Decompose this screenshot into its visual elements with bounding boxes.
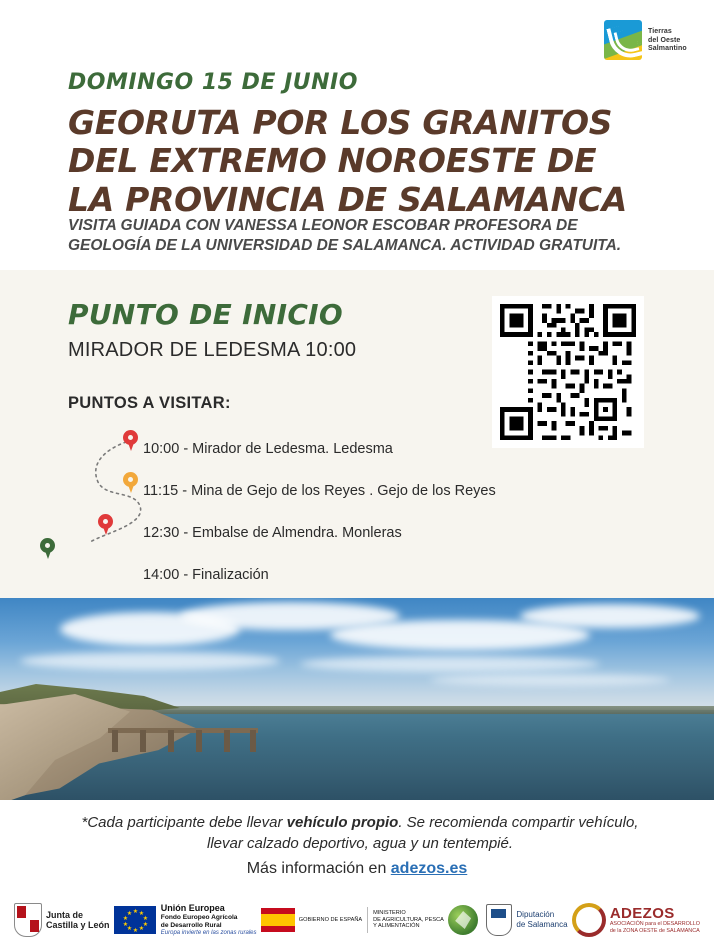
leaf-icon xyxy=(448,905,478,935)
stops-list xyxy=(68,428,648,596)
brand-line-3: Salmantino xyxy=(648,45,687,53)
qr-code[interactable] xyxy=(492,296,644,448)
gob-line-3: DE AGRICULTURA, PESCA xyxy=(373,916,444,923)
brand-text xyxy=(648,28,687,54)
embalse-de-almendra-photo xyxy=(0,598,714,800)
junta-de-castilla-y-leon-logo xyxy=(14,903,110,937)
adezos-logo xyxy=(572,903,700,937)
list-item xyxy=(68,512,648,554)
list-item xyxy=(68,554,648,596)
eu-line-4: Europa invierte en las zonas rurales xyxy=(160,929,257,936)
adezos-line-2: ASOCIACIÓN para el DESARROLLO xyxy=(609,920,700,927)
map-pin-icon xyxy=(98,514,113,535)
stops-heading: PUNTOS A VISITAR: xyxy=(68,394,231,412)
adezos-website-link[interactable]: adezos.es xyxy=(390,860,468,877)
stop-text: 10:00 - Mirador de Ledesma. Ledesma xyxy=(143,441,393,457)
tierras-del-oeste-salmantino-logo xyxy=(604,18,688,64)
union-europea-feader-logo xyxy=(114,903,257,936)
note-part-1: *Cada participante debe llevar xyxy=(81,814,287,831)
adezos-title: ADEZOS xyxy=(609,904,675,922)
brand-line-1: Tierras xyxy=(648,28,672,36)
leader-logo xyxy=(448,905,482,935)
salamanca-crest-icon xyxy=(486,904,512,936)
divider xyxy=(367,907,368,933)
title-line-3: LA PROVINCIA DE SALAMANCA xyxy=(68,179,628,219)
eu-line-3: de Desarrollo Rural xyxy=(160,921,222,929)
eu-line-2: Fondo Europeo Agrícola xyxy=(160,914,238,921)
gobierno-de-espana-ministerio-logo xyxy=(261,907,444,933)
qr-code-image xyxy=(500,304,636,440)
event-date: DOMINGO 15 DE JUNIO xyxy=(68,70,358,95)
adezos-line-3: de la ZONA OESTE de SALAMANCA xyxy=(609,927,700,934)
title-line-1: GEORUTA POR LOS GRANITOS xyxy=(68,103,613,142)
jcyl-line-1: Junta de xyxy=(46,909,84,920)
participation-note xyxy=(70,812,650,855)
stop-text: 12:30 - Embalse de Almendra. Monleras xyxy=(143,525,402,541)
list-item xyxy=(68,428,648,470)
page-title xyxy=(68,104,658,219)
dip-line-2: de Salamanca xyxy=(516,920,568,929)
sponsor-logo-strip xyxy=(0,888,714,952)
gob-line-4: Y ALIMENTACIÓN xyxy=(373,923,420,930)
jcyl-line-2: Castilla y León xyxy=(46,920,110,930)
subtitle-line-1: VISITA GUIADA CON VANESSA LEONOR ESCOBAR PROFESORA DE xyxy=(68,217,578,234)
castilla-y-leon-shield-icon xyxy=(14,903,42,937)
start-point-value: MIRADOR DE LEDESMA 10:00 xyxy=(68,339,357,361)
eu-flag-icon: ★ ★ ★ ★ ★ ★ ★ ★ ★ ★ xyxy=(114,906,156,934)
eu-title: Unión Europea xyxy=(160,903,225,914)
subtitle-line-2: GEOLOGÍA DE LA UNIVERSIDAD DE SALAMANCA. ACTIVIDAD GRATUITA. xyxy=(68,236,622,254)
diputacion-de-salamanca-logo xyxy=(486,904,567,936)
list-item xyxy=(68,470,648,512)
gob-line-2: MINISTERIO xyxy=(373,909,406,916)
start-point-heading: PUNTO DE INICIO xyxy=(68,298,343,331)
gob-line-1: GOBIERNO DE ESPAÑA xyxy=(298,916,363,923)
spain-flag-icon xyxy=(261,908,295,932)
brand-mark-icon xyxy=(604,20,644,62)
map-pin-icon xyxy=(40,538,55,559)
dip-line-1: Diputación xyxy=(516,910,555,920)
note-bold: vehículo propio xyxy=(286,814,399,831)
stop-text: 11:15 - Mina de Gejo de los Reyes . Gejo de los Reyes xyxy=(143,483,496,499)
page-subtitle xyxy=(68,216,648,256)
stop-text: 14:00 - Finalización xyxy=(143,567,269,583)
map-pin-icon xyxy=(123,472,138,493)
more-info xyxy=(0,860,714,878)
adezos-ring-icon xyxy=(572,903,606,937)
more-info-prefix: Más información en xyxy=(246,860,391,877)
brand-line-2: del Oeste xyxy=(648,36,681,44)
note-part-2: . Se recomienda compartir vehículo, llevar calzado deportivo, agua y un tentempié. xyxy=(206,814,639,853)
title-line-2: DEL EXTREMO NOROESTE DE xyxy=(68,141,597,181)
map-pin-icon xyxy=(123,430,138,451)
